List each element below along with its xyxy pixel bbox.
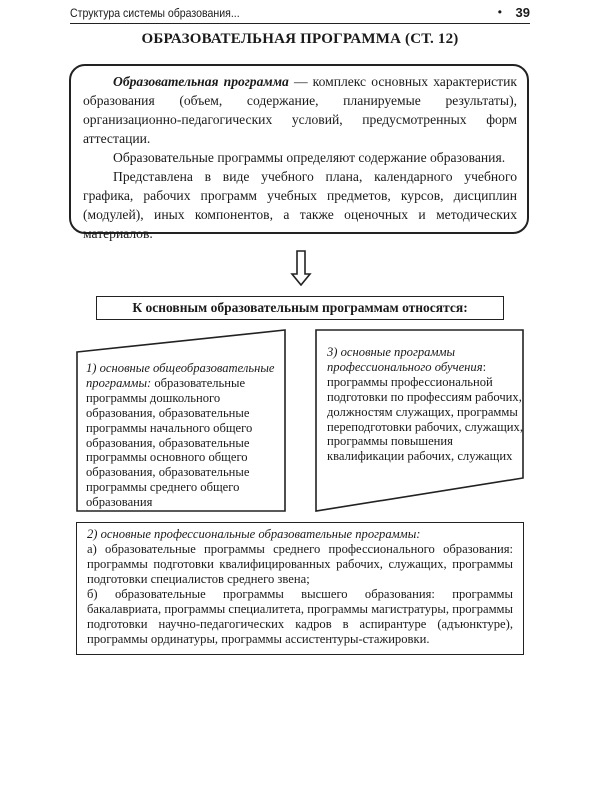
definition-paragraph [83,72,517,148]
box-2-label: 2) основные профессиональные образовательные программы: [87,527,421,541]
definition-text: — комплекс основных характеристик образования (объем, содержание, планируемые результаты), организационно-педагогических условий, предусмотренных форм аттестации. [83,74,517,146]
running-head-title: Структура системы образования... [70,6,240,20]
definition-paragraph-3: Представлена в виде учебного плана, календарного учебного графика, рабочих программ учебных предметов, курсов, дисциплин (модулей), иных компонентов, а также оценочных и методических материалов. [83,169,517,241]
box-3-vocational-training [327,345,523,464]
box-2-professional-education [76,522,524,655]
box-2-item-b: б) образовательные программы высшего образования: программы бакалавриата, программы специалитета, программы магистратуры, программы подготовки научно-педагогических кадров в аспирантуре (адъюнктуре), программы ординатуры, программы ассистентуры-стажировки. [87,587,513,646]
header-rule [70,23,530,24]
box-1-label: 1) основные общеобразовательные программы: [86,361,275,390]
box-1-general-education [86,361,282,510]
page-title: ОБРАЗОВАТЕЛЬНАЯ ПРОГРАММА (СТ. 12) [141,31,459,47]
box-3-text: : программы профессиональной подготовки по профессиям рабочих, должностям служащих, программы переподготовки рабочих, служащих, программы повышения квалификации рабочих, служащих [327,359,523,464]
definition-box [69,64,529,241]
definition-paragraph-2: Образовательные программы определяют содержание образования. [113,150,506,165]
running-head [70,4,530,22]
list-header: К основным образовательным программам относятся: [96,296,504,320]
down-arrow-icon [290,250,312,286]
box-3-label: 3) основные программы профессионального обучения [327,345,483,374]
bullet-separator: • [497,5,502,19]
definition-term: Образовательная программа [113,74,289,89]
page-number: 39 [515,5,530,20]
box-2-item-a: а) образовательные программы среднего профессионального образования: программы подготовки квалифицированных рабочих, служащих, программы подготовки специалистов среднего звена; [87,542,513,586]
box-1-text: образовательные программы дошкольного образования, образовательные программы начального общего образования, образовательные программы основного общего образования, образовательные программы среднего общего образования [86,375,253,510]
